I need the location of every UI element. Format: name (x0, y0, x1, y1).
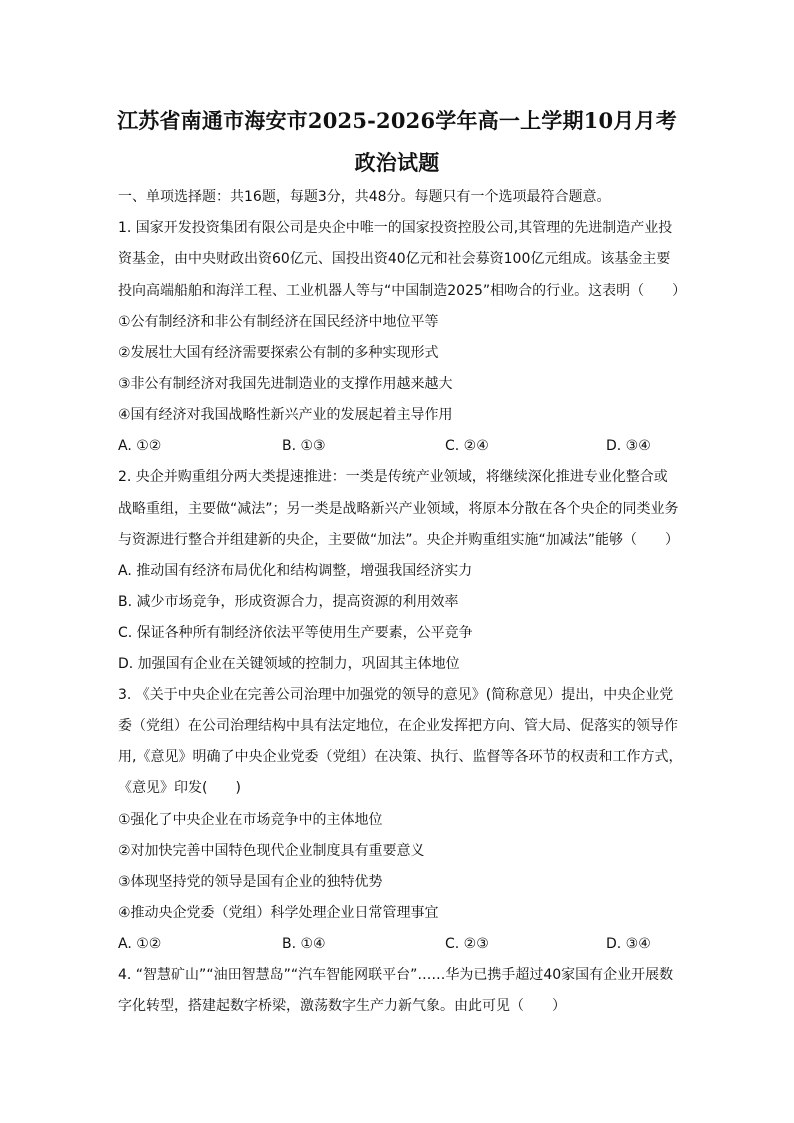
q3-item: ①强化了中央企业在市场竞争中的主体地位 (118, 812, 383, 828)
q2-stem-line: 与资源进行整合并组建新的央企，主要做“加法”。央企并购重组实施“加减法”能够（ ） (118, 532, 680, 548)
q3-option-a[interactable]: A. ①② (118, 936, 162, 952)
q2-option-d[interactable]: D. 加强国有企业在关键领域的控制力，巩固其主体地位 (118, 656, 460, 672)
q2-option-b[interactable]: B. 减少市场竞争，形成资源合力，提高资源的利用效率 (118, 594, 459, 610)
q3-option-c[interactable]: C. ②③ (445, 936, 489, 952)
q2-option-c[interactable]: C. 保证各种所有制经济依法平等使用生产要素，公平竞争 (118, 625, 473, 641)
q2-stem-line: 2. 央企并购重组分两大类提速推进：一类是传统产业领域，将继续深化推进专业化整合或 (118, 469, 668, 485)
q3-item: ②对加快完善中国特色现代企业制度具有重要意义 (118, 843, 425, 859)
q3-stem-line: 委（党组）在公司治理结构中具有法定地位，在企业发挥把方向、管大局、促落实的领导作 (118, 718, 678, 734)
q1-stem-line: 1. 国家开发投资集团有限公司是央企中唯一的国家投资控股公司,其管理的先进制造产业投 (118, 220, 673, 236)
section-intro: 一、单项选择题：共16题，每题3分，共48分。每题只有一个选项最符合题意。 (118, 189, 611, 205)
q1-stem-line: 投向高端船舶和海洋工程、工业机器人等与“中国制造2025”相吻合的行业。这表明（ ） (118, 283, 687, 299)
q1-item: ①公有制经济和非公有制经济在国民经济中地位平等 (118, 314, 439, 330)
exam-subject: 政治试题 (354, 150, 440, 175)
q1-option-d[interactable]: D. ③④ (606, 438, 651, 454)
q3-stem-line: 《意见》印发( ) (118, 780, 241, 796)
q4-stem-line: 4. “智慧矿山”“油田智慧岛”“汽车智能网联平台”……华为已携手超过40家国有企业开展数 (118, 967, 674, 983)
q1-stem-line: 资基金，由中央财政出资60亿元、国投出资40亿元和社会募资100亿元组成。该基金主要 (118, 251, 671, 267)
q2-stem-line: 战略重组，主要做“减法”；另一类是战略新兴产业领域，将原本分散在各个央企的同类业务 (118, 501, 679, 517)
q3-item: ③体现坚持党的领导是国有企业的独特优势 (118, 874, 383, 890)
q1-item: ④国有经济对我国战略性新兴产业的发展起着主导作用 (118, 407, 453, 423)
q3-stem-line: 3. 《关于中央企业在完善公司治理中加强党的领导的意见》(简称意见）提出，中央企业党 (118, 687, 674, 703)
q1-option-a[interactable]: A. ①② (118, 438, 162, 454)
q3-option-b[interactable]: B. ①④ (282, 936, 326, 952)
q1-item: ②发展壮大国有经济需要探索公有制的多种实现形式 (118, 345, 439, 361)
q1-option-b[interactable]: B. ①③ (282, 438, 326, 454)
exam-title: 江苏省南通市海安市2025-2026学年高一上学期10月月考 (117, 108, 677, 133)
q4-stem-line: 字化转型，搭建起数字桥梁，激荡数字生产力新气象。由此可见（ ） (118, 998, 566, 1014)
q1-option-c[interactable]: C. ②④ (445, 438, 489, 454)
q2-option-a[interactable]: A. 推动国有经济布局优化和结构调整，增强我国经济实力 (118, 563, 473, 579)
q1-item: ③非公有制经济对我国先进制造业的支撑作用越来越大 (118, 376, 453, 392)
q3-option-d[interactable]: D. ③④ (606, 936, 651, 952)
q3-item: ④推动央企党委（党组）科学处理企业日常管理事宜 (118, 905, 439, 921)
q3-stem-line: 用,《意见》明确了中央企业党委（党组）在决策、执行、监督等各环节的权责和工作方式， (118, 749, 683, 765)
